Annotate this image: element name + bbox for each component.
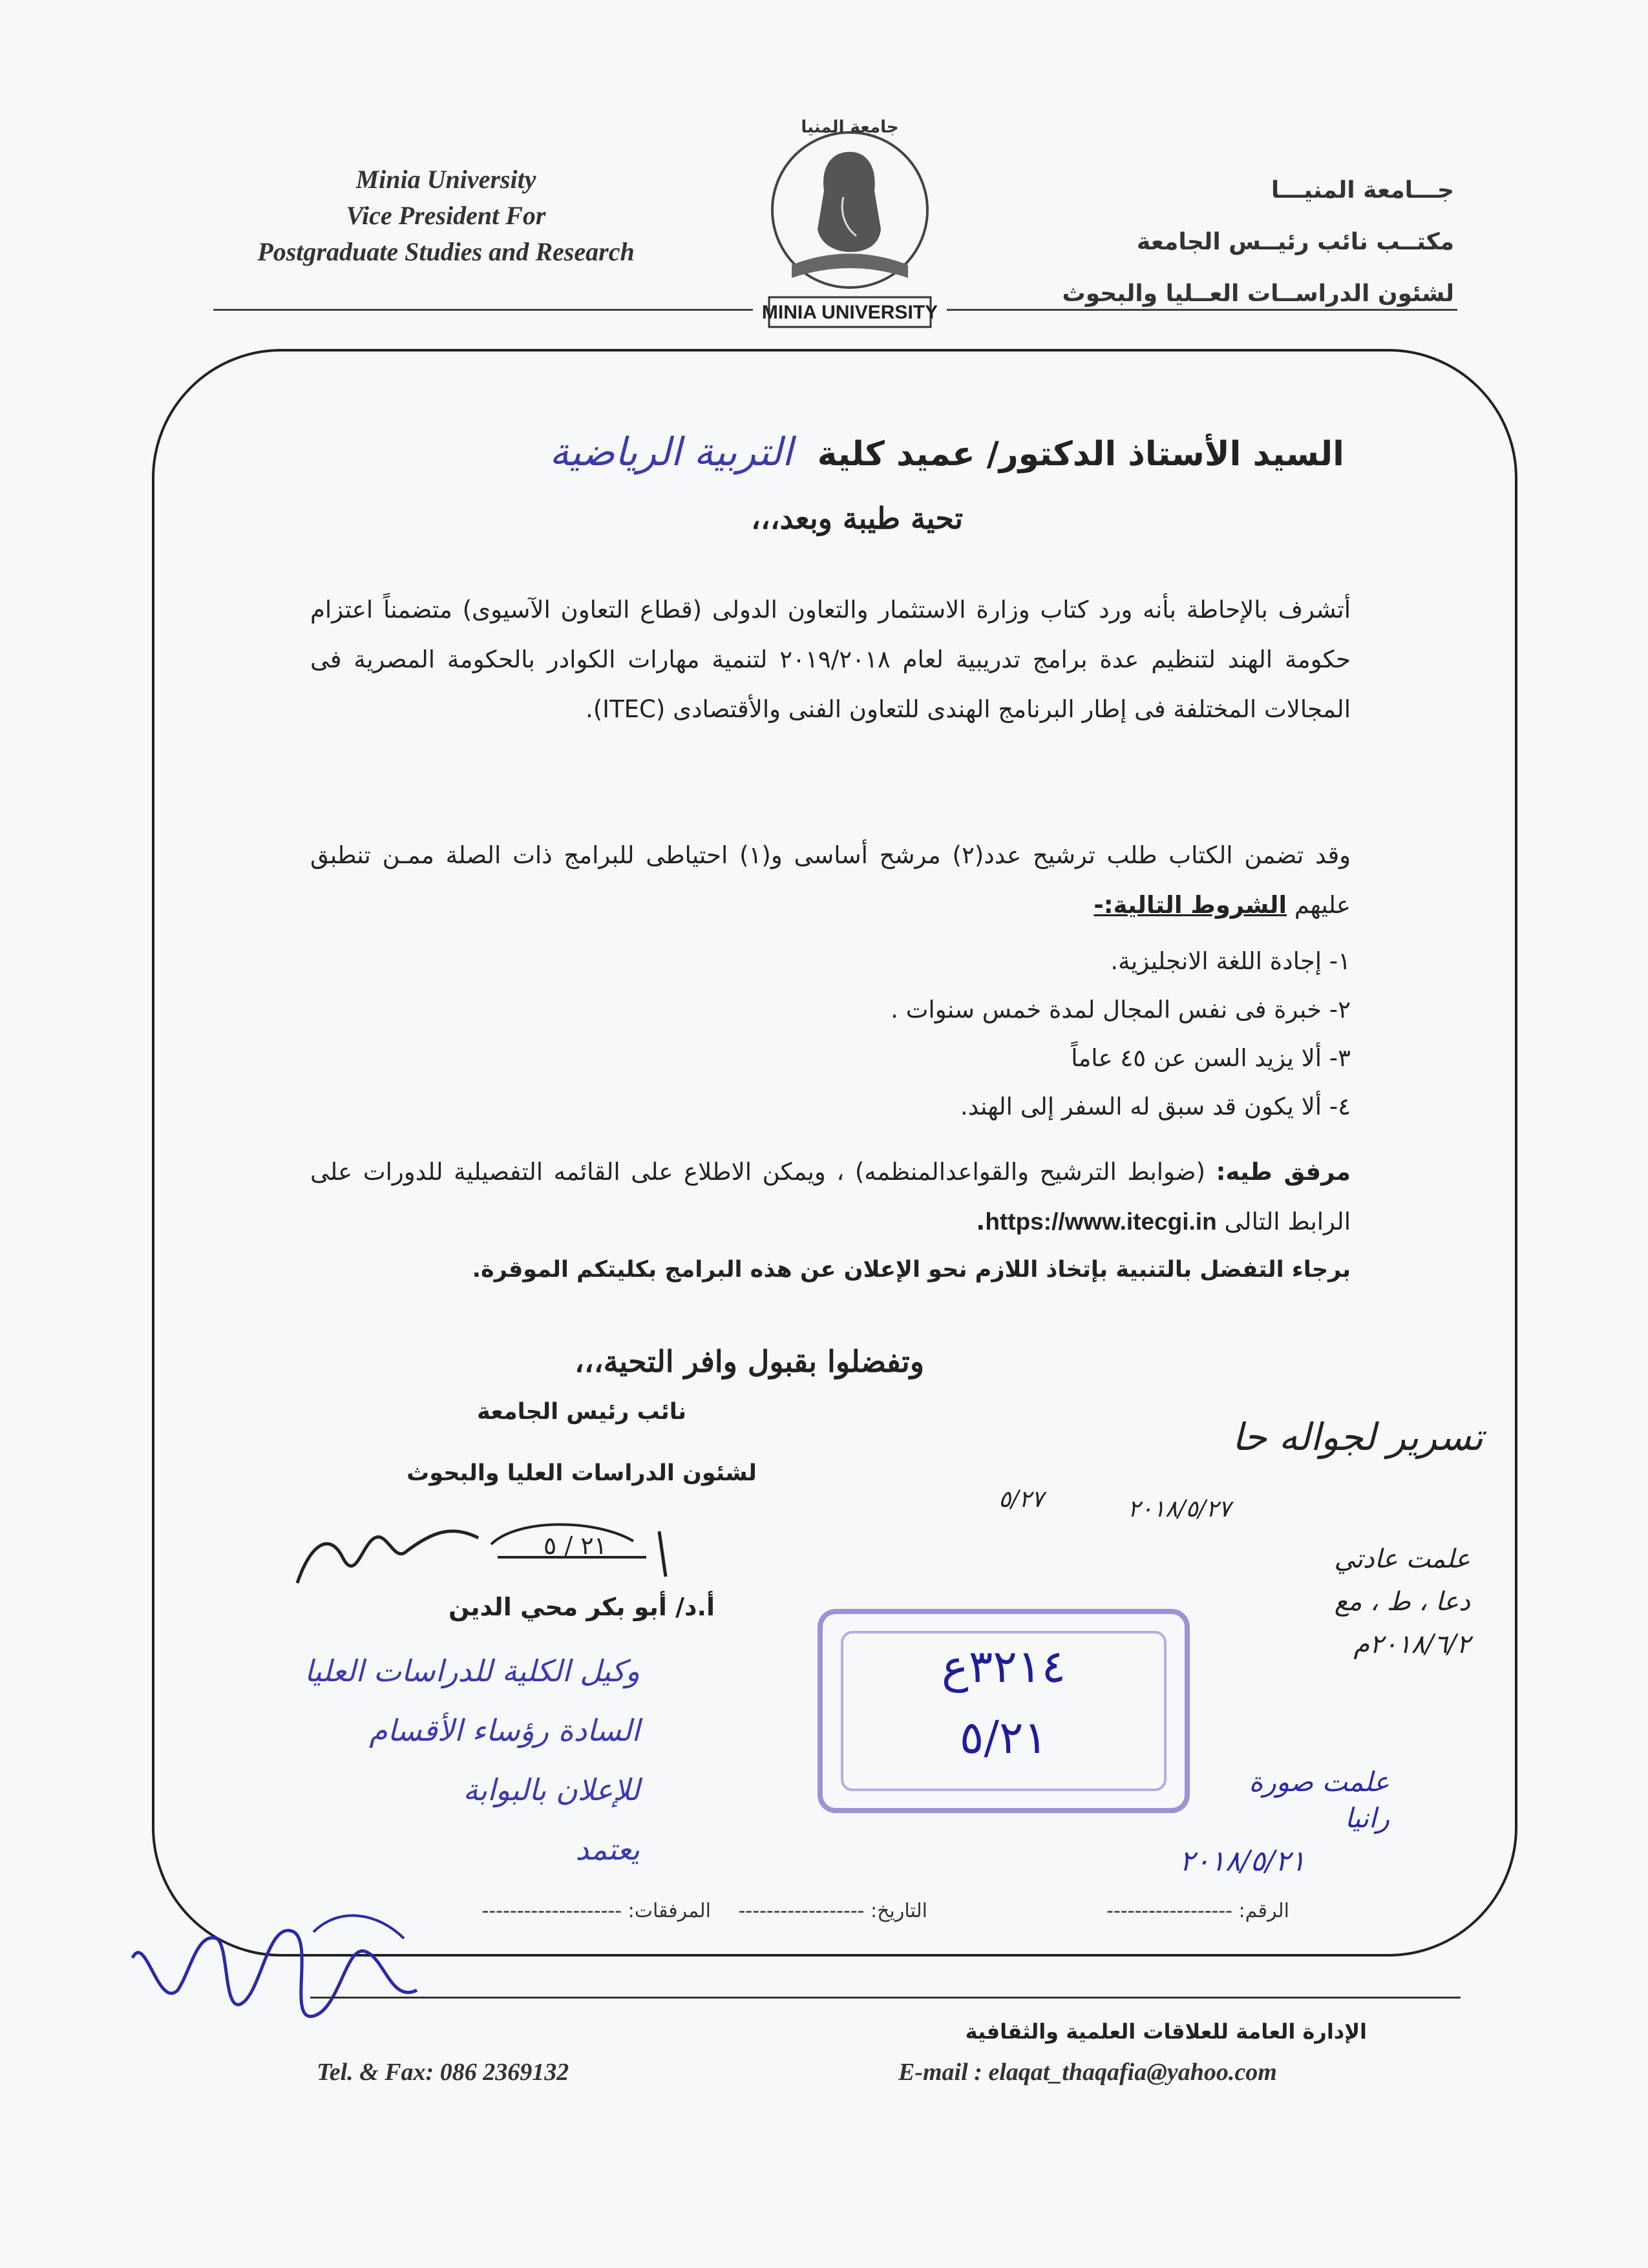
handwritten-line: علمت صورة: [1249, 1766, 1389, 1798]
handwritten-note-right-2: [1334, 1538, 1470, 1666]
conditions-heading: الشروط التالية:-: [1093, 891, 1287, 919]
attachment-text: (ضوابط الترشيح والقواعدالمنظمه) ، ويمكن الاطلاع على القائمه التفصيلية للدورات على الرابط التالى: [310, 1158, 1351, 1235]
condition-item: ٢- خبرة فى نفس المجال لمدة خمس سنوات .: [891, 996, 1351, 1024]
arabic-letterhead: [1002, 165, 1454, 320]
arabic-letterhead-line: مكتــب نائب رئيــس الجامعة: [1136, 229, 1454, 255]
footer-department: الإدارة العامة للعلاقات العلمية والثقافية: [965, 2019, 1367, 2044]
footer-tel-fax: Tel. & Fax: 086 2369132: [317, 2059, 569, 2086]
handwritten-note-bottom: [1249, 1764, 1390, 1836]
handwritten-line: دعا ، ط ، مع: [1334, 1587, 1470, 1617]
itec-link[interactable]: https://www.itecgi.in: [985, 1208, 1217, 1235]
handwritten-line: وكيل الكلية للدراسات العليا: [304, 1654, 640, 1688]
date-label: التاريخ:: [871, 1900, 927, 1922]
handwritten-date-bottom: ٢٠١٨/٥/٢١: [1179, 1845, 1306, 1878]
number-field: [1106, 1900, 1289, 1922]
signature-date: ٢١ / ٥: [543, 1531, 607, 1560]
request-line: برجاء التفضل بالتنبية بإتخاذ اللازم نحو الإعلان عن هذه البرامج بكليتكم الموقرة.: [472, 1257, 1351, 1283]
signatory-title-2: لشئون الدراسات العليا والبحوث: [407, 1460, 757, 1486]
number-dashes: ------------------: [1106, 1900, 1232, 1922]
stamp-date: ٥/٢١: [959, 1711, 1048, 1764]
attachments-label: المرفقات:: [628, 1900, 711, 1922]
closing: وتفضلوا بقبول وافر التحية،،،: [575, 1344, 924, 1379]
handwritten-date-right-1: ٥/٢٧: [998, 1486, 1044, 1513]
handwritten-note-right: تسرير لجواله حا: [1232, 1415, 1483, 1459]
paragraph-2-text: وقد تضمن الكتاب طلب ترشيح عدد(٢) مرشح أساسى و(١) احتياطى للبرامج ذات الصلة ممـن تنطبق عليهم: [310, 841, 1351, 919]
handwritten-line: يعتمد: [575, 1832, 640, 1867]
signatory-name: أ.د/ أبو بكر محي الدين: [449, 1593, 715, 1621]
salutation: [549, 430, 1344, 475]
attachment-paragraph: مرفق طيه: (ضوابط الترشيح والقواعدالمنظمه) ، ويمكن الاطلاع على القائمه التفصيلية للدورات على الرابط التالى https://www.itecgi.in.: [310, 1158, 1351, 1235]
handwritten-signature: [284, 1506, 698, 1602]
logo-text: MINIA UNIVERSITY: [761, 302, 938, 323]
handwritten-line: للإعلان بالبوابة: [463, 1772, 640, 1807]
header-divider-left: [213, 309, 753, 311]
header-divider-right: [947, 309, 1457, 311]
incoming-stamp: [818, 1609, 1190, 1813]
english-letterhead: [187, 162, 704, 270]
attachments-field: [482, 1900, 711, 1922]
handwritten-line: رانيا: [1344, 1802, 1389, 1834]
date-field: [739, 1900, 927, 1922]
stamp-number: ٣٢١٤ع: [941, 1640, 1066, 1693]
handwritten-note-left: [149, 1641, 640, 1879]
attachment-label: مرفق طيه:: [1216, 1158, 1351, 1186]
condition-item: ١- إجادة اللغة الانجليزية.: [1110, 947, 1351, 975]
footer-email[interactable]: E-mail : elaqat_thaqafia@yahoo.com: [898, 2059, 1277, 2086]
salutation-text: السيد الأستاذ الدكتور/ عميد كلية: [817, 435, 1344, 474]
english-letterhead-line: Postgraduate Studies and Research: [257, 237, 635, 266]
handwritten-line: السادة رؤساء الأقسام: [369, 1713, 640, 1748]
date-dashes: ------------------: [738, 1900, 865, 1922]
arabic-letterhead-line: جـــامعة المنيـــا: [1271, 177, 1454, 204]
english-letterhead-line: Vice President For: [346, 201, 546, 230]
number-label: الرقم:: [1238, 1900, 1289, 1922]
paragraph-2: [310, 830, 1351, 930]
attachments-dashes: --------------------: [481, 1900, 622, 1922]
english-letterhead-line: Minia University: [355, 165, 536, 194]
logo-arc-text: جامعة المنيا: [801, 118, 899, 137]
paragraph-1: أتشرف بالإحاطة بأنه ورد كتاب وزارة الاستثمار والتعاون الدولى (قطاع التعاون الآسيوى) متضمناً اعتزام حكومة الهند لتنظيم عدة برامج تدريبية لعام ٢٠١٩/٢٠١٨ لتنمية مهارات الكوادر بالحكومة المصرية فى المجالات المختلفة فى إطار البرنامج الهندى للتعاون الفنى والأقتصادى (ITEC).: [310, 596, 1351, 723]
handwritten-faculty: التربية الرياضية: [549, 430, 793, 475]
arabic-letterhead-line: لشئون الدراســات العــليا والبحوث: [1062, 280, 1454, 307]
footer-divider: [310, 1997, 1461, 1999]
university-logo: [753, 113, 947, 333]
handwritten-initials-blue: [120, 1893, 443, 2048]
greeting: تحية طيبة وبعد،،،: [751, 501, 963, 536]
condition-item: ٣- ألا يزيد السن عن ٤٥ عاماً: [1071, 1044, 1351, 1072]
handwritten-date-right-2: ٢٠١٨/٥/٢٧: [1128, 1496, 1231, 1522]
handwritten-line: ٢٠١٨/٦/٢م: [1353, 1630, 1470, 1659]
condition-item: ٤- ألا يكون قد سبق له السفر إلى الهند.: [960, 1093, 1351, 1120]
handwritten-line: علمت عادتي: [1334, 1544, 1470, 1574]
signatory-title-1: نائب رئيس الجامعة: [476, 1399, 687, 1425]
